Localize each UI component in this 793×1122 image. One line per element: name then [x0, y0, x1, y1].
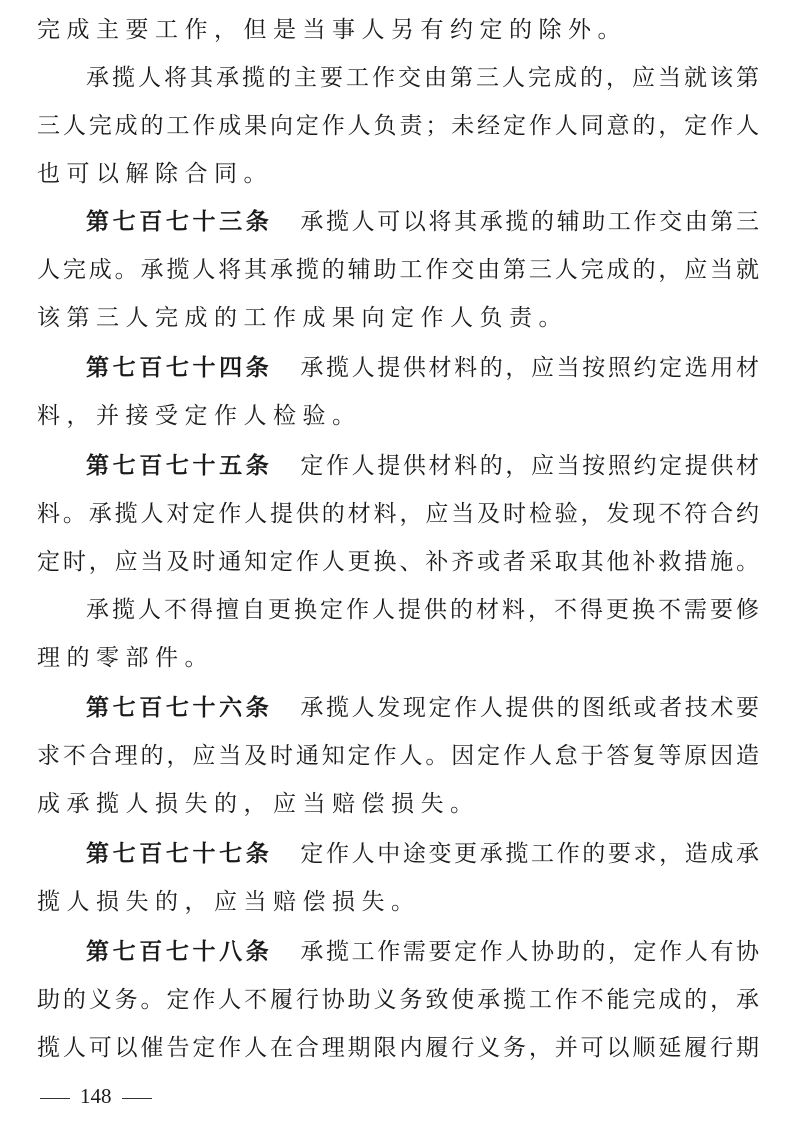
article-774-first-line	[86, 344, 759, 392]
text-line: 揽人损失的，应当赔偿损失。	[37, 889, 421, 915]
text-line: 助的义务。定作人不履行协助义务致使承揽工作不能完成的，承	[37, 987, 759, 1013]
text-line: 人完成。承揽人将其承揽的辅助工作交由第三人完成的，应当就	[37, 257, 759, 283]
footer-dash-right	[122, 1098, 152, 1099]
article-775-first-line	[86, 442, 759, 490]
text-line: 该第三人完成的工作成果向定作人负责。	[37, 305, 568, 331]
page-number: 148	[80, 1084, 112, 1108]
text-line: 求不合理的，应当及时通知定作人。因定作人怠于答复等原因造	[37, 743, 759, 769]
article-777-first-line	[86, 830, 759, 878]
text-line: 料，并接受定作人检验。	[37, 403, 362, 429]
footer-dash-left	[40, 1098, 70, 1099]
article-heading: 第七百七十七条	[86, 841, 273, 867]
text-run: 承揽人发现定作人提供的图纸或者技术要	[300, 695, 759, 721]
article-heading: 第七百七十四条	[86, 355, 273, 381]
text-line: 也可以解除合同。	[37, 161, 273, 187]
article-heading: 第七百七十三条	[86, 209, 273, 235]
text-run: 承揽人提供材料的，应当按照约定选用材	[300, 355, 759, 381]
text-run: 定作人中途变更承揽工作的要求，造成承	[300, 841, 759, 867]
article-773-first-line	[86, 198, 759, 246]
text-run: 承揽工作需要定作人协助的，定作人有协	[300, 939, 759, 965]
page-footer	[30, 1081, 162, 1111]
text-line: 三人完成的工作成果向定作人负责；未经定作人同意的，定作人	[37, 113, 759, 139]
article-778-first-line	[86, 928, 759, 976]
article-776-first-line	[86, 684, 759, 732]
text-line: 揽人可以催告定作人在合理期限内履行义务，并可以顺延履行期	[37, 1035, 759, 1061]
text-run: 承揽人可以将其承揽的辅助工作交由第三	[300, 209, 759, 235]
text-line: 定时，应当及时通知定作人更换、补齐或者采取其他补救措施。	[37, 549, 759, 575]
text-line: 料。承揽人对定作人提供的材料，应当及时检验，发现不符合约	[37, 501, 759, 527]
article-heading: 第七百七十八条	[86, 939, 273, 965]
article-heading: 第七百七十六条	[86, 695, 273, 721]
text-run: 定作人提供材料的，应当按照约定提供材	[300, 453, 759, 479]
text-line: 承揽人将其承揽的主要工作交由第三人完成的，应当就该第	[86, 65, 759, 91]
text-line: 承揽人不得擅自更换定作人提供的材料，不得更换不需要修	[86, 597, 759, 623]
text-line: 完成主要工作，但是当事人另有约定的除外。	[37, 17, 627, 43]
text-line: 理的零部件。	[37, 645, 214, 671]
text-line: 成承揽人损失的，应当赔偿损失。	[37, 791, 480, 817]
article-heading: 第七百七十五条	[86, 453, 273, 479]
